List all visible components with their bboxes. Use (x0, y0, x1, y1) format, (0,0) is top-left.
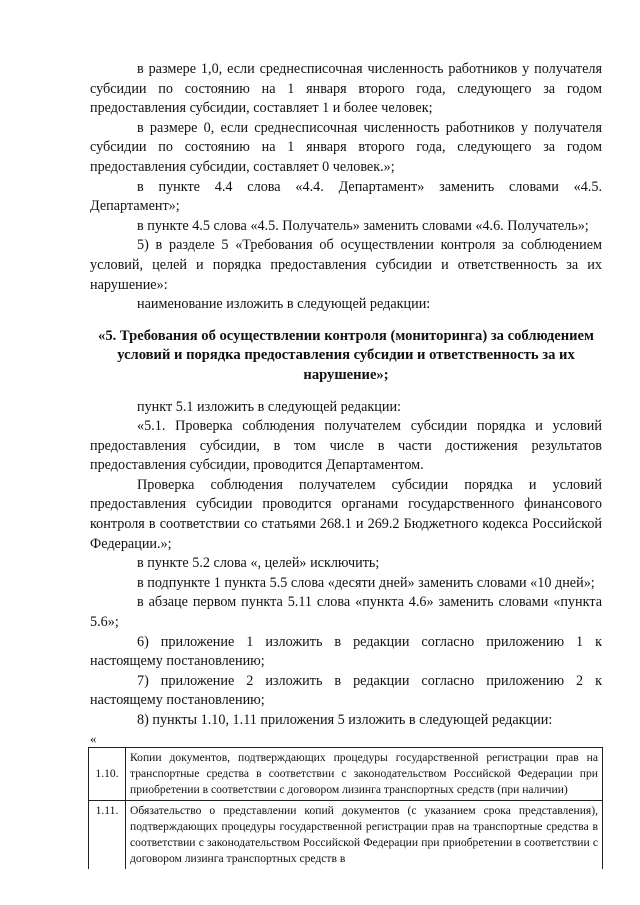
paragraph: 5) в разделе 5 «Требования об осуществлении контроля за соблюдением условий, целей и порядка предоставления субсидии и ответственность за их нарушение»: (90, 237, 602, 293)
row-number: 1.10. (89, 747, 126, 800)
section-heading: «5. Требования об осуществлении контроля (мониторинга) за соблюдением условий и порядка предоставления субсидии и ответственность за их нарушение»; (98, 327, 594, 383)
paragraph: 6) приложение 1 изложить в редакции согласно приложению 1 к настоящему постановлению; (90, 633, 602, 670)
paragraph: 8) пункты 1.10, 1.11 приложения 5 изложить в следующей редакции: (137, 712, 553, 728)
paragraph: в абзаце первом пункта 5.11 слова «пункта 4.6» заменить словами «пункта 5.6»; (90, 594, 602, 631)
row-number: 1.11. (89, 800, 126, 869)
table-row (89, 747, 603, 800)
paragraph: в пункте 4.5 слова «4.5. Получатель» заменить словами «4.6. Получатель»; (137, 217, 589, 234)
row-text: Копии документов, подтверждающих процедуры государственной регистрации прав на транспортные средства в соответствии с законодательством Российской Федерации при приобретении в соответствии с договором лизинга транспортных средств (при наличии) (126, 747, 603, 800)
document-page (90, 60, 602, 869)
paragraph: в подпункте 1 пункта 5.5 слова «десяти дней» заменить словами «10 дней»; (137, 574, 595, 591)
row-text: Обязательство о представлении копий документов (с указанием срока представления), подтверждающих процедуры государственной регистрации прав на транспортные средства в соответствии с законодательством Российской Федерации при приобретении в соответствии с договором лизинга транспортных средств в (126, 800, 603, 869)
paragraph: в пункте 5.2 слова «, целей» исключить; (137, 555, 380, 572)
opening-quote-mark: « (90, 730, 97, 746)
paragraph: 7) приложение 2 изложить в редакции согласно приложению 2 к настоящему постановлению; (90, 672, 602, 709)
paragraph: в размере 0, если среднесписочная численность работников у получателя субсидии по состоянию на 1 января второго года, следующего за годом предоставления субсидии, составляет 0 человек.»; (90, 119, 602, 175)
paragraph: в размере 1,0, если среднесписочная численность работников у получателя субсидии по состоянию на 1 января второго года, следующего за годом предоставления субсидии, составляет 1 и более человек; (90, 61, 602, 117)
paragraph: Проверка соблюдения получателем субсидии порядка и условий предоставления субсидии проводится органами государственного финансового контроля в соответствии со статьями 268.1 и 269.2 Бюджетного кодекса Российской Федерации.»; (90, 476, 602, 552)
paragraph: в пункте 4.4 слова «4.4. Департамент» заменить словами «4.5. Департамент»; (90, 178, 602, 215)
text-block-bottom (90, 398, 602, 731)
text-block-top (90, 60, 602, 315)
appendix-table (88, 747, 603, 869)
paragraph: пункт 5.1 изложить в следующей редакции: (137, 398, 401, 415)
paragraph: «5.1. Проверка соблюдения получателем субсидии порядка и условий предоставления субсидии, в том числе в части достижения результатов предоставления субсидии, проводится Департаментом. (90, 418, 602, 474)
paragraph: наименование изложить в следующей редакции: (137, 296, 431, 313)
table-row (89, 800, 603, 869)
